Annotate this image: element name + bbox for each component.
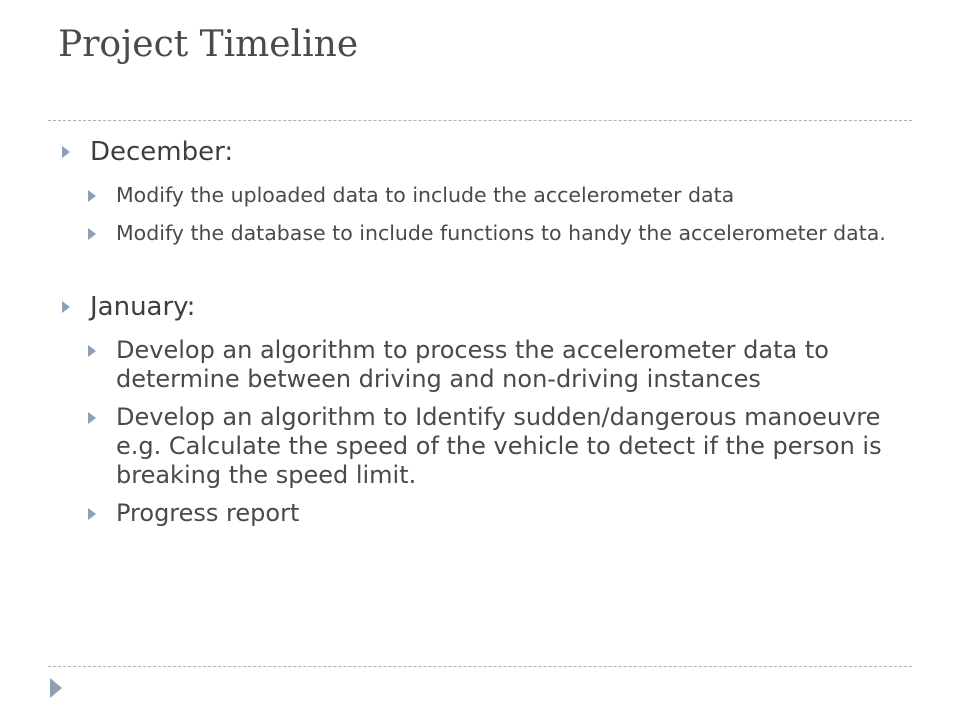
list-item-text: Develop an algorithm to Identify sudden/dangerous manoeuvre e.g. Calculate the speed of the vehicle to detect if the person is breaking the speed limit.: [116, 403, 882, 489]
triangle-bullet-icon: [62, 146, 70, 158]
section-heading-text: December:: [90, 137, 234, 167]
list-item-text: Progress report: [116, 499, 300, 527]
triangle-bullet-icon: [88, 190, 96, 202]
section-heading: [60, 290, 910, 324]
triangle-bullet-icon: [88, 412, 96, 424]
slide-content: [60, 135, 910, 528]
top-divider: [48, 120, 912, 121]
list-item-text: Modify the database to include functions to handy the accelerometer data.: [116, 221, 886, 245]
list-item: [60, 219, 910, 248]
triangle-bullet-icon: [88, 228, 96, 240]
bullet-list: [60, 181, 910, 248]
section-january: [60, 290, 910, 528]
list-item: [60, 336, 910, 394]
list-item-text: Modify the uploaded data to include the accelerometer data: [116, 183, 735, 207]
slide-title: Project Timeline: [58, 24, 359, 65]
section-december: [60, 135, 910, 248]
list-item: [60, 181, 910, 210]
corner-arrow-icon: [48, 676, 64, 700]
list-item-text: Develop an algorithm to process the accelerometer data to determine between driving and non-driving instances: [116, 336, 829, 393]
section-heading: [60, 135, 910, 169]
list-item: [60, 403, 910, 490]
triangle-bullet-icon: [62, 301, 70, 313]
bottom-divider: [48, 666, 912, 667]
list-item: [60, 499, 910, 528]
triangle-bullet-icon: [88, 508, 96, 520]
triangle-bullet-icon: [88, 345, 96, 357]
section-heading-text: January:: [90, 292, 196, 322]
bullet-list: [60, 336, 910, 528]
